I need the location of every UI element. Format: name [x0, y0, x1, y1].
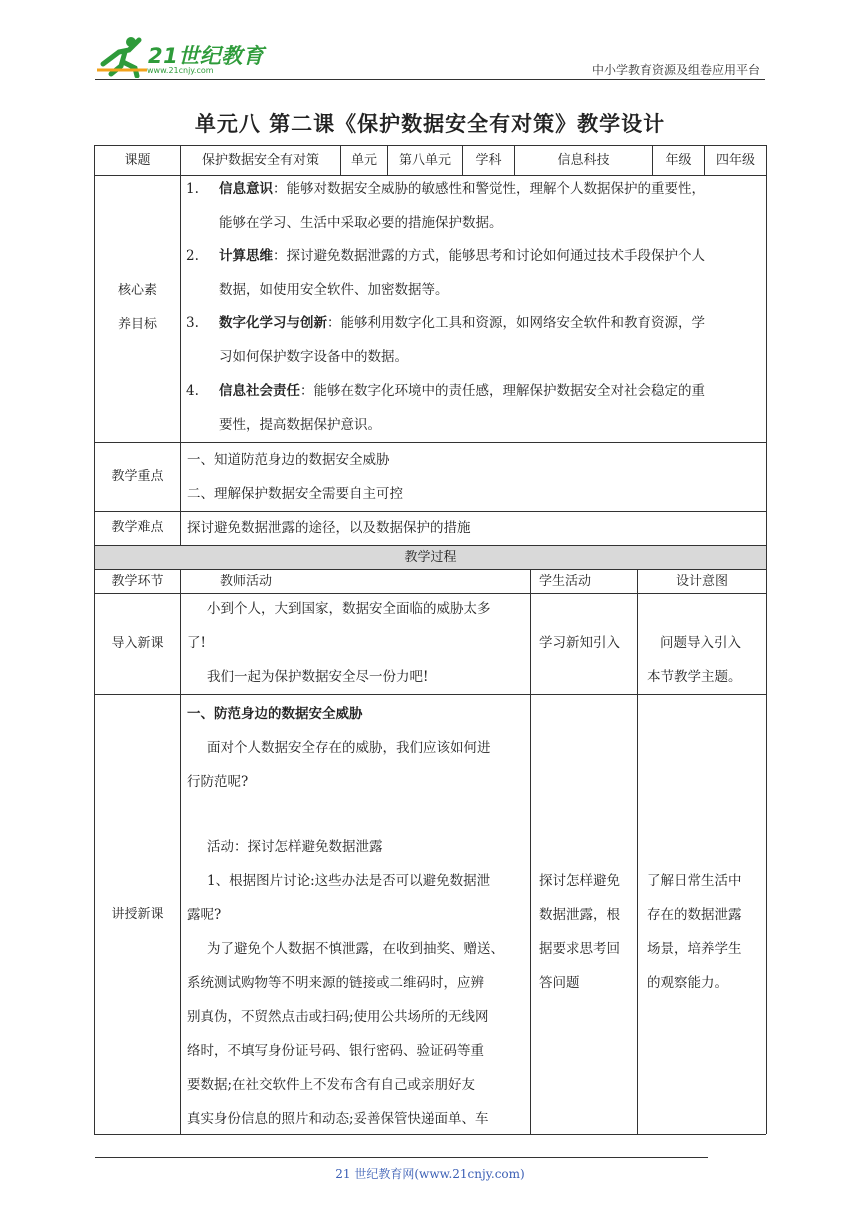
- goal-title: 数字化学习与创新: [219, 315, 327, 331]
- col-header-stage: 教学环节: [111, 574, 164, 589]
- core-goals-label-line2: 养目标: [117, 317, 157, 332]
- key-points-label: 教学重点: [111, 469, 164, 484]
- goal-item: [186, 374, 761, 442]
- key-point-item: 二、理解保护数据安全需要自主可控: [187, 486, 403, 502]
- difficulty-value: 探讨避免数据泄露的途径，以及数据保护的措施: [187, 520, 471, 536]
- goal-text-cont: 习如何保护数字设备中的数据。: [219, 349, 408, 365]
- student-line: 据要求思考回: [539, 941, 620, 957]
- col-divider: [180, 569, 181, 1134]
- goal-text: ：能够在数字化环境中的责任感，理解保护数据安全对社会稳定的重: [300, 383, 705, 399]
- goal-text: ：探讨避免数据泄露的方式，能够思考和讨论如何通过技术手段保护个人: [273, 248, 705, 264]
- teacher-line: 1、根据图片讨论:这些办法是否可以避免数据泄: [207, 873, 491, 889]
- goal-text: ：能够利用数字化工具和资源，如网络安全软件和教育资源，学: [327, 315, 705, 331]
- core-goals-label-line1: 核心素: [117, 283, 157, 298]
- goal-text: ：能够对数据安全威胁的敏感性和警觉性，理解个人数据保护的重要性，: [273, 181, 705, 197]
- col-divider: [180, 145, 181, 545]
- teacher-line: 别真伪，不贸然点击或扫码;使用公共场所的无线网: [187, 1009, 489, 1025]
- intent-line: 本节教学主题。: [647, 669, 742, 685]
- goal-title: 信息意识: [219, 181, 273, 197]
- document-title: 单元八 第二课《保护数据安全有对策》教学设计: [194, 111, 666, 136]
- grade-value: 四年级: [715, 153, 755, 168]
- intent-line: 问题导入引入: [660, 635, 741, 651]
- section-heading: 一、防范身边的数据安全威胁: [187, 706, 363, 722]
- platform-name: 中小学教育资源及组卷应用平台: [591, 63, 760, 77]
- teacher-line: 了!: [187, 635, 206, 651]
- topic-label: 课题: [124, 153, 151, 168]
- goal-title: 信息社会责任: [219, 383, 300, 399]
- difficulty-label: 教学难点: [111, 520, 164, 535]
- student-line: 探讨怎样避免: [539, 873, 620, 889]
- teacher-line: 行防范呢?: [187, 774, 249, 790]
- student-activity: 学习新知引入: [539, 635, 620, 651]
- goal-item: [186, 306, 761, 374]
- teacher-line: 真实身份信息的照片和动态;妥善保管快递面单、车: [187, 1111, 489, 1127]
- col-header-intent: 设计意图: [675, 574, 728, 589]
- key-point-item: 一、知道防范身边的数据安全威胁: [187, 452, 390, 468]
- goal-text-cont: 要性，提高数据保护意识。: [219, 417, 381, 433]
- unit-label: 单元: [350, 153, 377, 168]
- grade-label: 年级: [665, 153, 692, 168]
- footer-divider: [95, 1157, 708, 1158]
- header-divider: [95, 79, 765, 80]
- goal-number: 2.: [186, 248, 199, 264]
- stage-lecture: 讲授新课: [111, 907, 164, 922]
- footer-link[interactable]: 21 世纪教育网(www.21cnjy.com): [335, 1167, 525, 1181]
- col-header-teacher: 教师活动: [220, 574, 273, 589]
- col-divider: [637, 569, 638, 1134]
- col-divider: [530, 569, 531, 1134]
- intent-line: 的观察能力。: [647, 975, 728, 991]
- student-line: 答问题: [539, 975, 580, 991]
- intent-line: 场景，培养学生: [647, 941, 742, 957]
- process-title: 教学过程: [404, 550, 457, 565]
- teacher-line: 小到个人，大到国家，数据安全面临的威胁太多: [207, 601, 491, 617]
- core-goals-label: [95, 274, 180, 342]
- goal-number: 3.: [186, 315, 199, 331]
- col-header-student: 学生活动: [539, 574, 592, 589]
- goal-text-cont: 能够在学习、生活中采取必要的措施保护数据。: [219, 215, 503, 231]
- teacher-line: 露呢?: [187, 907, 222, 923]
- row-divider: [94, 694, 766, 695]
- subject-value: 信息科技: [557, 153, 610, 168]
- teacher-line: 络时，不填写身份证号码、银行密码、验证码等重: [187, 1043, 484, 1059]
- unit-value: 第八单元: [398, 153, 451, 168]
- goal-number: 4.: [186, 383, 199, 399]
- teacher-line: 面对个人数据安全存在的威胁，我们应该如何进: [207, 740, 491, 756]
- subject-label: 学科: [475, 153, 502, 168]
- teacher-line: 我们一起为保护数据安全尽一份力吧!: [207, 669, 429, 685]
- goal-number: 1.: [186, 181, 199, 197]
- intent-line: 了解日常生活中: [647, 873, 742, 889]
- goal-title: 计算思维: [219, 248, 273, 264]
- runner-icon: [95, 34, 155, 78]
- logo-text: 21世纪教育: [148, 44, 265, 68]
- goal-text-cont: 数据，如使用安全软件、加密数据等。: [219, 282, 449, 298]
- teacher-line: 要数据;在社交软件上不发布含有自己或亲朋好友: [187, 1077, 476, 1093]
- logo-url: www.21cnjy.com: [147, 66, 214, 75]
- table-border: [766, 145, 767, 1134]
- activity-heading: 活动：探讨怎样避免数据泄露: [207, 839, 383, 855]
- teacher-line: 为了避免个人数据不慎泄露，在收到抽奖、赠送、: [207, 941, 504, 957]
- teacher-line: 系统测试购物等不明来源的链接或二维码时，应辨: [187, 975, 484, 991]
- topic-value: 保护数据安全有对策: [201, 153, 319, 168]
- intent-line: 存在的数据泄露: [647, 907, 742, 923]
- goal-item: [186, 172, 761, 240]
- goal-item: [186, 239, 761, 307]
- student-line: 数据泄露，根: [539, 907, 620, 923]
- stage-intro: 导入新课: [111, 636, 164, 651]
